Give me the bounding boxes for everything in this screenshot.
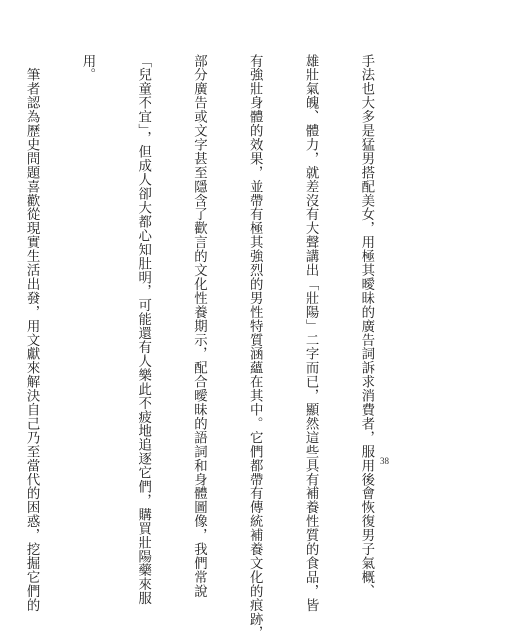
text-line: 用。: [79, 54, 95, 82]
text-line: 手法也大多是猛男搭配美女，用極其曖昧的廣告詞訴求消費者，服用後會恢復男子氣概、: [358, 54, 374, 599]
text-line: 「兒童不宜」，但成人卻大都心知肚明，可能還有人樂此不疲地追逐它們，購買壯陽藥來服: [135, 54, 151, 606]
text-line: 筆者認為歷史問題喜歡從現實生活出發，用文獻來解決自己乃至當代的困惑，挖掘它們的: [24, 54, 40, 612]
page-number: 38: [380, 456, 389, 466]
text-line: 雄壯氣魄、體力，就差沒有大聲講出「壯陽」二字而已，顯然這些具有補養性質的食品，皆: [303, 54, 319, 612]
text-line: 部分廣告或文字甚至隱含了歡言的文化性養期示，配合曖昧的語詞和身體圖像，我們常說: [191, 54, 207, 599]
text-line: 有強壯身體的效果，並帶有極其強烈的男性特質涵蘊在其中。它們都帶有傳統補養文化的痕跡，: [247, 54, 263, 640]
